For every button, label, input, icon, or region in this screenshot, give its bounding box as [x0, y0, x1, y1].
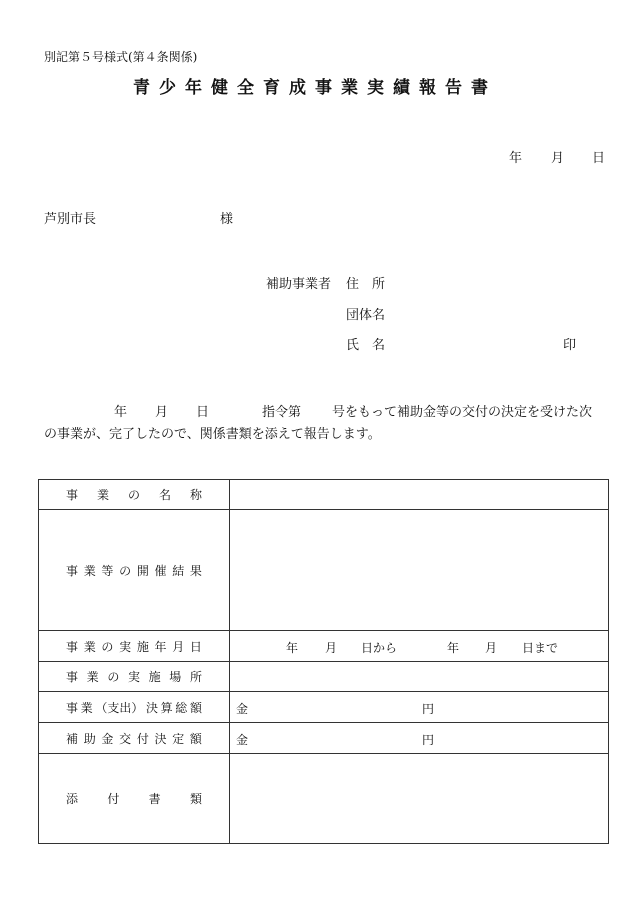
- label-char: 月: [172, 639, 185, 654]
- body-year: 年: [114, 405, 128, 420]
- label-char: 額: [189, 731, 202, 746]
- date-day-label: 日: [592, 151, 606, 166]
- label-char: 金: [101, 731, 114, 746]
- address-label: 住 所: [346, 277, 386, 292]
- label-venue: [39, 668, 229, 685]
- label-char: 施: [148, 670, 161, 684]
- label-char: 付: [136, 731, 149, 746]
- seal-mark: 印: [563, 338, 577, 353]
- amount-container: [230, 723, 608, 753]
- period-end-year: 年: [447, 641, 460, 655]
- label-char: 算: [160, 700, 173, 715]
- addressee-honorific: 様: [220, 212, 234, 227]
- group-name-label: 団体名: [346, 308, 386, 323]
- label-char: 年: [154, 639, 167, 654]
- label-char: 開: [136, 563, 149, 578]
- label-char: 事: [66, 563, 79, 578]
- body-line1-rest: 号をもって補助金等の交付の決定を受けた次: [332, 405, 593, 420]
- label-char: 催: [154, 563, 167, 578]
- label-char: 付: [107, 792, 120, 806]
- label-period: [39, 638, 229, 655]
- label-results: [39, 562, 229, 579]
- label-cell: [39, 631, 230, 662]
- report-table: [38, 479, 609, 844]
- venue-field[interactable]: [230, 662, 609, 692]
- label-char: の: [119, 563, 132, 578]
- label-char: の: [107, 670, 120, 684]
- currency-suffix: 円: [422, 733, 435, 747]
- body-day: 日: [196, 405, 210, 420]
- label-char: 事: [66, 700, 79, 715]
- label-char: （支出）: [95, 700, 144, 715]
- event-name-field[interactable]: [230, 480, 609, 510]
- currency-prefix: 金: [236, 702, 249, 716]
- label-char: 業: [83, 563, 96, 578]
- label-char: 等: [101, 563, 114, 578]
- table-row-total-expense: [39, 692, 609, 723]
- amount-container: [230, 692, 608, 722]
- label-char: 類: [189, 792, 202, 806]
- label-cell: [39, 692, 230, 723]
- date-month-label: 月: [551, 151, 565, 166]
- label-char: 補: [66, 731, 79, 746]
- label-char: 場: [169, 670, 182, 684]
- table-row-event-name: [39, 480, 609, 510]
- addressee-name: 芦別市長: [44, 212, 97, 227]
- label-char: 書: [148, 792, 161, 806]
- label-char: 業: [80, 700, 93, 715]
- label-char: 実: [119, 639, 132, 654]
- label-cell: [39, 510, 230, 631]
- form-number: 別記第５号様式(第４条関係): [44, 50, 198, 64]
- currency-prefix: 金: [236, 733, 249, 747]
- label-cell: [39, 662, 230, 692]
- period-end-month: 月: [485, 641, 498, 655]
- label-char: 決: [154, 731, 167, 746]
- table-row-results: [39, 510, 609, 631]
- results-field[interactable]: [230, 510, 609, 631]
- table-row-grant-amount: [39, 723, 609, 754]
- label-char: 称: [189, 488, 202, 502]
- label-char: 実: [127, 670, 140, 684]
- label-char: 果: [189, 563, 202, 578]
- period-end-day: 日まで: [522, 641, 559, 655]
- body-month: 月: [155, 405, 169, 420]
- label-char: 業: [86, 670, 99, 684]
- label-grant-amount: [39, 730, 229, 747]
- label-char: 額: [189, 700, 202, 715]
- date-year-label: 年: [509, 151, 523, 166]
- label-cell: [39, 723, 230, 754]
- name-label: 氏 名: [346, 338, 386, 353]
- label-char: 総: [175, 700, 188, 715]
- period-start-day: 日から: [361, 641, 398, 655]
- label-char: の: [101, 639, 114, 654]
- body-line2: の事業が、完了したので、関係書類を添えて報告します。: [44, 427, 381, 442]
- label-char: 業: [83, 639, 96, 654]
- period-container: [230, 631, 608, 661]
- label-cell: [39, 480, 230, 510]
- label-total-expense: [39, 699, 229, 716]
- period-field[interactable]: [230, 631, 609, 662]
- applicant-label: 補助事業者: [266, 277, 332, 292]
- table-row-venue: [39, 662, 609, 692]
- label-char: 結: [172, 563, 185, 578]
- label-char: 業: [96, 488, 109, 502]
- currency-suffix: 円: [422, 702, 435, 716]
- label-char: 交: [119, 731, 132, 746]
- label-char: 名: [158, 488, 171, 502]
- label-char: 決: [145, 700, 158, 715]
- label-char: 事: [66, 639, 79, 654]
- table-row-period: [39, 631, 609, 662]
- label-cell: [39, 754, 230, 844]
- total-expense-field[interactable]: [230, 692, 609, 723]
- label-event-name: [39, 486, 229, 503]
- label-char: 事: [66, 670, 79, 684]
- label-char: 所: [189, 670, 202, 684]
- label-char: 事: [66, 488, 79, 502]
- label-char: 定: [172, 731, 185, 746]
- attachments-field[interactable]: [230, 754, 609, 844]
- label-char: 日: [189, 639, 202, 654]
- label-char: 助: [83, 731, 96, 746]
- label-char: の: [127, 488, 140, 502]
- document-title: 青少年健全育成事業実績報告書: [133, 78, 497, 98]
- label-attachments: [39, 790, 229, 807]
- period-start-year: 年: [286, 641, 299, 655]
- grant-amount-field[interactable]: [230, 723, 609, 754]
- label-char: 施: [136, 639, 149, 654]
- table-row-attachments: [39, 754, 609, 844]
- period-start-month: 月: [325, 641, 338, 655]
- label-char: 添: [66, 792, 79, 806]
- body-directive: 指令第: [262, 405, 302, 420]
